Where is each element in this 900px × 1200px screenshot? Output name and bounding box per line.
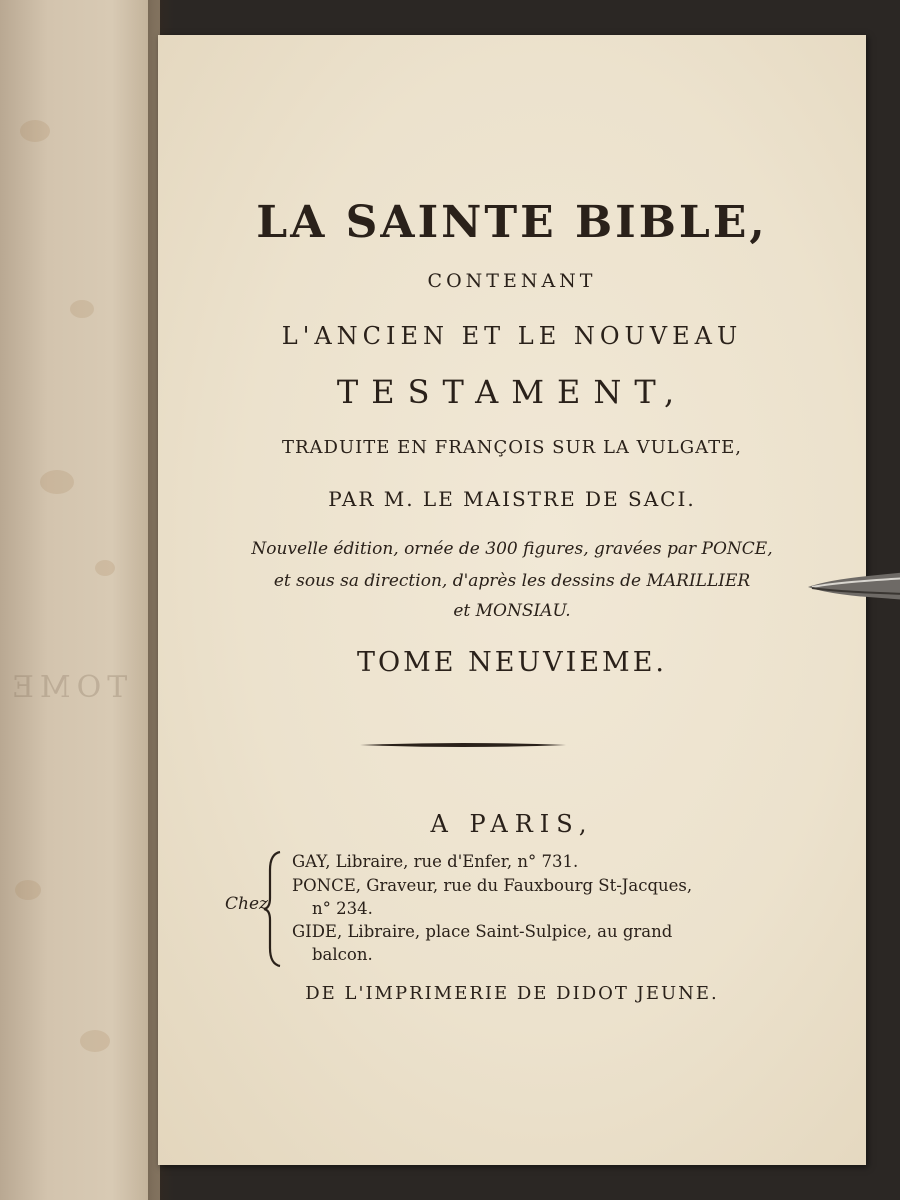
chez-label: Chez: [225, 894, 268, 914]
address-gide: GIDE, Libraire, place Saint-Sulpice, au grand: [292, 922, 673, 941]
translation-line: TRADUITE EN FRANÇOIS SUR LA VULGATE,: [281, 437, 743, 458]
curly-brace-icon: [262, 850, 284, 968]
subtitle-testament: TESTAMENT,: [336, 373, 688, 411]
address-ponce: PONCE, Graveur, rue du Fauxbourg St-Jacques,: [292, 876, 693, 895]
bleed-through-text: TOME: [6, 670, 128, 705]
address-gide-cont: balcon.: [312, 945, 373, 964]
book-title: LA SAINTE BIBLE,: [256, 197, 768, 248]
printer-line: DE L'IMPRIMERIE DE DIDOT JEUNE.: [305, 983, 719, 1004]
place-of-publication: A PARIS,: [430, 810, 594, 838]
left-page: [0, 0, 160, 1200]
edition-line-2: et sous sa direction, d'après les dessins de MARILLIER: [273, 571, 751, 591]
edition-line-1: Nouvelle édition, ornée de 300 figures, gravées par PONCE,: [251, 539, 773, 559]
ornamental-rule: [360, 742, 566, 748]
volume-title: TOME NEUVIEME.: [357, 647, 667, 678]
address-ponce-number: n° 234.: [312, 899, 373, 918]
subtitle-contenant: CONTENANT: [427, 270, 597, 292]
address-gay: GAY, Libraire, rue d'Enfer, n° 731.: [292, 852, 579, 871]
subtitle-testaments: L'ANCIEN ET LE NOUVEAU: [281, 322, 743, 350]
edition-line-3: et MONSIAU.: [453, 601, 571, 621]
translator-line: PAR M. LE MAISTRE DE SACI.: [328, 487, 696, 511]
